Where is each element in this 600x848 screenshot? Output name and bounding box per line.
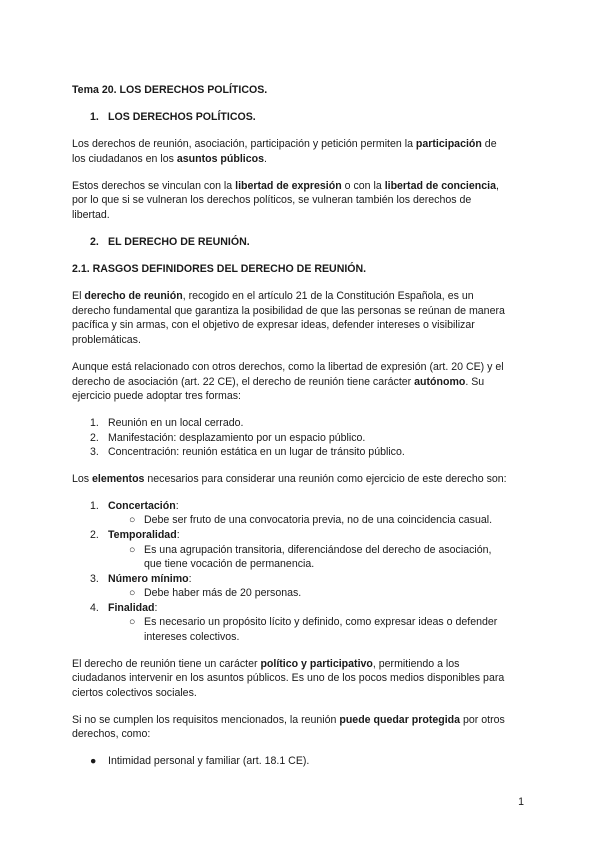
hollow-bullet-icon: ○ bbox=[129, 514, 136, 526]
element-sub-line: Es necesario un propósito lícito y definido, como expresar ideas o defender bbox=[144, 616, 498, 628]
document-title: Tema 20. LOS DERECHOS POLÍTICOS. bbox=[72, 84, 268, 96]
form-item-number: 2. bbox=[90, 432, 99, 444]
paragraph-3-line-4: problemáticas. bbox=[72, 334, 141, 346]
paragraph-2-line-1: Estos derechos se vinculan con la libertad de expresión o con la libertad de conciencia, bbox=[72, 180, 499, 192]
form-item-number: 1. bbox=[90, 417, 99, 429]
paragraph-6-line-3: ciertos colectivos sociales. bbox=[72, 687, 197, 699]
paragraph-2-line-3: libertad. bbox=[72, 209, 110, 221]
element-label: Temporalidad: bbox=[108, 529, 180, 541]
form-item: Concentración: reunión estática en un lugar de tránsito público. bbox=[108, 446, 405, 458]
element-number: 4. bbox=[90, 602, 99, 614]
form-item: Manifestación: desplazamiento por un espacio público. bbox=[108, 432, 366, 444]
hollow-bullet-icon: ○ bbox=[129, 616, 136, 628]
element-number: 1. bbox=[90, 500, 99, 512]
section-2-number: 2. bbox=[90, 236, 99, 248]
filled-bullet-icon: ● bbox=[90, 755, 97, 767]
element-sub-line: intereses colectivos. bbox=[144, 631, 240, 643]
paragraph-1-line-2: los ciudadanos en los asuntos públicos. bbox=[72, 153, 267, 165]
element-sub-line: Debe ser fruto de una convocatoria previa, no de una coincidencia casual. bbox=[144, 514, 493, 526]
element-sub-line: que tiene vocación de permanencia. bbox=[144, 558, 315, 570]
section-2-title: EL DERECHO DE REUNIÓN. bbox=[108, 236, 250, 248]
paragraph-3-line-1: El derecho de reunión, recogido en el artículo 21 de la Constitución Española, es un bbox=[72, 290, 474, 302]
paragraph-7-line-1: Si no se cumplen los requisitos mencionados, la reunión puede quedar protegida por otros bbox=[72, 714, 505, 726]
element-label: Concertación: bbox=[108, 500, 179, 512]
section-1-number: 1. bbox=[90, 111, 99, 123]
paragraph-6-line-1: El derecho de reunión tiene un carácter político y participativo, permitiendo a los bbox=[72, 658, 460, 670]
form-item: Reunión en un local cerrado. bbox=[108, 417, 244, 429]
element-number: 3. bbox=[90, 573, 99, 585]
paragraph-4-line-3: ejercicio puede adoptar tres formas: bbox=[72, 390, 241, 402]
paragraph-3-line-3: pacífica y sin armas, con el objetivo de expresar ideas, defender intereses o visibilizar bbox=[72, 319, 475, 331]
element-label: Número mínimo: bbox=[108, 573, 192, 585]
subsection-2-1-title: 2.1. RASGOS DEFINIDORES DEL DERECHO DE REUNIÓN. bbox=[72, 263, 367, 275]
section-1-title: LOS DERECHOS POLÍTICOS. bbox=[108, 111, 256, 123]
form-item-number: 3. bbox=[90, 446, 99, 458]
paragraph-6-line-2: ciudadanos intervenir en los asuntos públicos. Es uno de los pocos medios disponibles para bbox=[72, 672, 505, 684]
page-number: 1 bbox=[518, 796, 524, 808]
paragraph-4-line-2: derecho de asociación (art. 22 CE), el derecho de reunión tiene carácter autónomo. Su bbox=[72, 376, 485, 388]
element-sub-line: Es una agrupación transitoria, diferenciándose del derecho de asociación, bbox=[144, 544, 492, 556]
bullet-item: Intimidad personal y familiar (art. 18.1 CE). bbox=[108, 755, 310, 767]
paragraph-3-line-2: derecho fundamental que garantiza la posibilidad de que las personas se reúnan de manera bbox=[72, 305, 505, 317]
paragraph-5: Los elementos necesarios para considerar una reunión como ejercicio de este derecho son: bbox=[72, 473, 507, 485]
element-label: Finalidad: bbox=[108, 602, 158, 614]
paragraph-1-line-1: Los derechos de reunión, asociación, participación y petición permiten la participación de bbox=[72, 138, 497, 150]
element-sub-line: Debe haber más de 20 personas. bbox=[144, 587, 302, 599]
paragraph-7-line-2: derechos, como: bbox=[72, 728, 151, 740]
paragraph-2-line-2: por lo que si se vulneran los derechos políticos, se vulneran también los derechos de bbox=[72, 194, 472, 206]
hollow-bullet-icon: ○ bbox=[129, 587, 136, 599]
element-number: 2. bbox=[90, 529, 99, 541]
paragraph-4-line-1: Aunque está relacionado con otros derechos, como la libertad de expresión (art. 20 CE) y el bbox=[72, 361, 504, 373]
hollow-bullet-icon: ○ bbox=[129, 544, 136, 556]
